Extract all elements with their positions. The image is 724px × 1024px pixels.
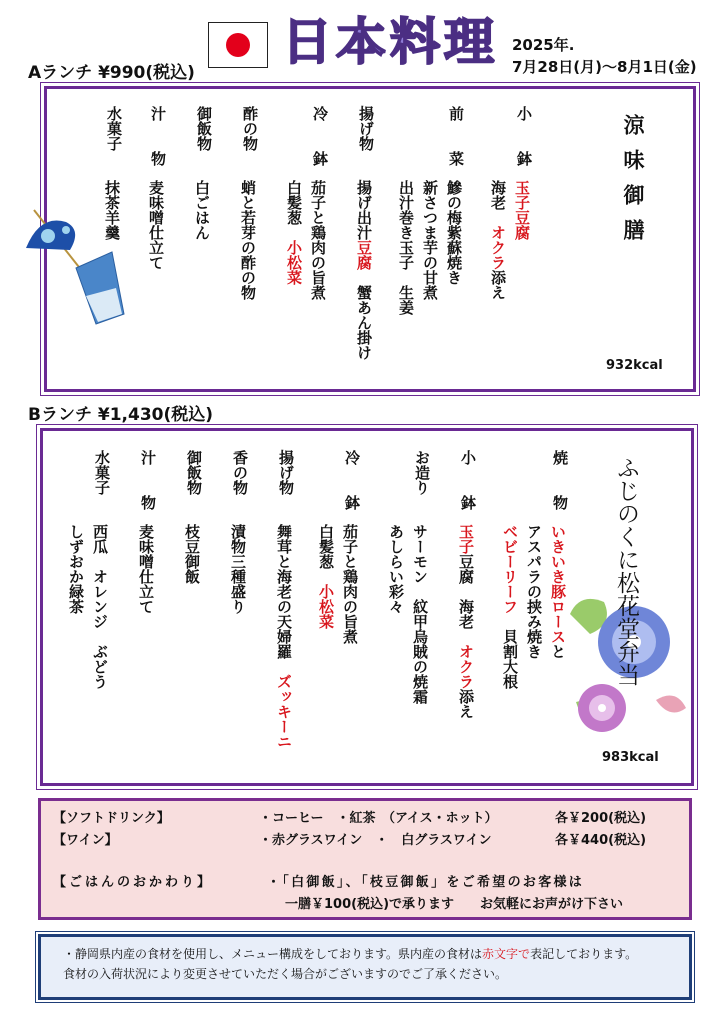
menu-category: 冷 鉢	[343, 450, 361, 510]
menu-item-text: 漬物三種盛り	[229, 524, 247, 614]
wine-price: 各￥440(税込)	[555, 833, 647, 848]
refill-line-1: ・「白御飯」、「枝豆御飯」をご希望のお客様は	[267, 875, 585, 890]
menu-item-text: 茄子と鶏肉の旨煮	[309, 180, 327, 300]
menu-category: 小 鉢	[459, 450, 477, 510]
menu-item-text: 新さつま芋の甘煮	[421, 180, 439, 300]
menu-item-text: 茄子と鶏肉の旨煮	[341, 524, 359, 644]
menu-item-text: 白髪葱 小松菜	[317, 524, 335, 629]
notice-box	[38, 934, 692, 1000]
soft-drink-label: 【ソフトドリンク】	[53, 811, 170, 826]
menu-item-text: 出汁巻き玉子 生姜	[397, 180, 415, 315]
menu-item-text: 白髪葱 小松菜	[285, 180, 303, 285]
menu-category: 汁 物	[139, 450, 157, 510]
refill-line-2: 一膳￥100(税込)で承ります お気軽にお声がけ下さい	[285, 897, 624, 912]
menu-item-text: 海老 オクラ添え	[489, 180, 507, 300]
menu-item-text: あしらい彩々	[387, 524, 405, 614]
menu-item-text: 玉子豆腐 海老 オクラ添え	[457, 524, 475, 719]
menu-item-text: 揚げ出汁豆腐 蟹あん掛け	[355, 180, 373, 360]
menu-item-text: 玉子豆腐	[513, 180, 531, 240]
menu-item-text: 枝豆御飯	[183, 524, 201, 584]
japan-flag-icon	[208, 22, 268, 68]
lunch-a-kcal: 932kcal	[606, 358, 663, 373]
menu-category: 御飯物	[185, 450, 203, 495]
menu-item-text: 麦味噌仕立て	[137, 524, 155, 614]
page-title: 日本料理	[282, 13, 498, 71]
wine-label: 【ワイン】	[53, 833, 118, 848]
menu-category: 揚げ物	[357, 106, 375, 151]
lunch-a-label: Aランチ ¥990(税込)	[28, 63, 195, 83]
menu-item-text: 抹茶羊羹	[103, 180, 121, 240]
menu-category: 小 鉢	[515, 106, 533, 166]
lunch-b-label: Bランチ ¥1,430(税込)	[28, 405, 214, 425]
red-text-note: 赤文字で	[482, 947, 531, 961]
menu-category: 揚げ物	[277, 450, 295, 495]
menu-category: 冷 鉢	[311, 106, 329, 166]
menu-item-text: しずおか緑茶	[67, 524, 85, 614]
menu-item-text: いきいき豚ロースと	[549, 524, 567, 659]
notice-line-2: 食材の入荷状況により変更させていただく場合がございますのでご了承ください。	[63, 967, 508, 981]
notice-line-1: ・静岡県内産の食材を使用し、メニュー構成をしております。県内産の食材は赤文字で表記しております。	[63, 947, 638, 961]
menu-item-text: 白ごはん	[193, 180, 211, 240]
menu-category: 酢の物	[241, 106, 259, 151]
soft-drink-items: ・コーヒー ・紅茶 （アイス・ホット）	[259, 811, 498, 826]
menu-item-text: 西瓜 オレンジ ぶどう	[91, 524, 109, 689]
menu-item-text: アスパラの挟み焼き	[525, 524, 543, 659]
drinks-box	[38, 798, 692, 920]
soft-drink-price: 各￥200(税込)	[555, 811, 647, 826]
menu-item-text: サーモン 紋甲烏賊の焼霜	[411, 524, 429, 704]
menu-category: 御飯物	[195, 106, 213, 151]
lunch-a-title: 涼味御膳	[621, 114, 645, 254]
menu-category: 前 菜	[447, 106, 465, 166]
lunch-b-kcal: 983kcal	[602, 750, 659, 765]
refill-label: 【ごはんのおかわり】	[53, 875, 214, 890]
wine-items: ・赤グラスワイン ・ 白グラスワイン	[259, 833, 492, 848]
menu-category: 香の物	[231, 450, 249, 495]
menu-category: 水菓子	[93, 450, 111, 495]
menu-category: お造り	[413, 450, 431, 495]
date-year: 2025年.	[512, 36, 575, 54]
menu-item-text: 鰺の梅紫蘇焼き	[445, 180, 463, 285]
menu-category: 汁 物	[149, 106, 167, 166]
menu-item-text: ベビーリーフ 貝割大根	[501, 524, 519, 689]
menu-item-text: 麦味噌仕立て	[147, 180, 165, 270]
menu-category: 水菓子	[105, 106, 123, 151]
lunch-b-title: ふじのくに松花堂弁当	[613, 456, 639, 686]
menu-item-text: 舞茸と海老の天婦羅 ズッキーニ	[275, 524, 293, 749]
menu-category: 焼 物	[551, 450, 569, 510]
date-range: 7月28日(月)～8月1日(金)	[512, 58, 697, 76]
menu-item-text: 蛸と若芽の酢の物	[239, 180, 257, 300]
